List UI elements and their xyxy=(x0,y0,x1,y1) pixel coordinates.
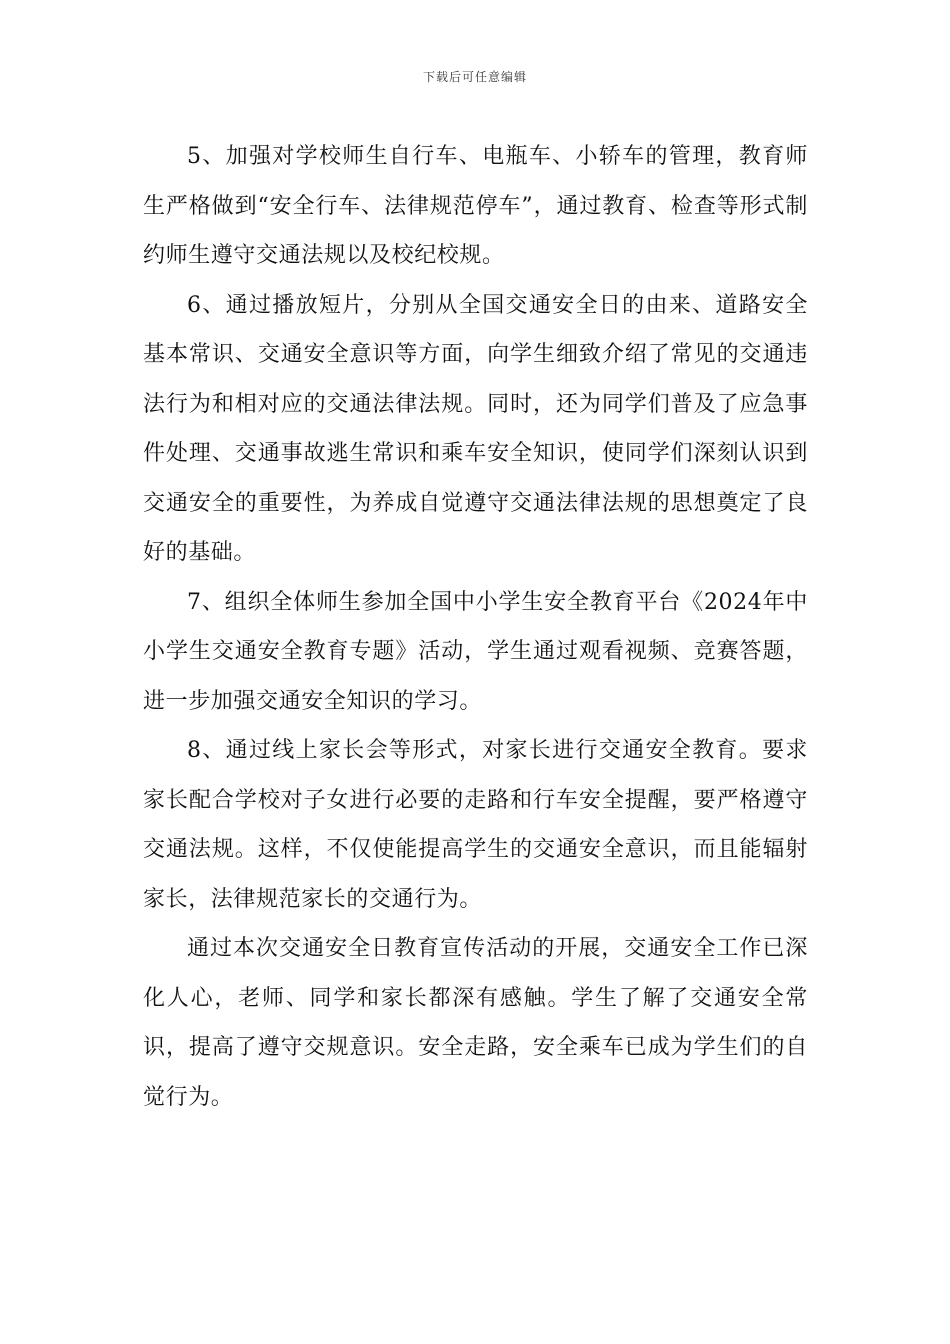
paragraph-item-7: 7、组织全体师生参加全国中小学生安全教育平台《2024年中小学生交通安全教育专题》活动，学生通过观看视频、竞赛答题，进一步加强交通安全知识的学习。 xyxy=(143,589,808,714)
paragraph-item-8: 8、通过线上家长会等形式，对家长进行交通安全教育。要求家长配合学校对子女进行必要的走路和行车安全提醒，要严格遵守交通法规。这样，不仅使能提高学生的交通安全意识，而且能辐射家长，法律规范家长的交通行为。 xyxy=(143,738,808,912)
paragraph-item-5: 5、加强对学校师生自行车、电瓶车、小轿车的管理，教育师生严格做到“安全行车、法律规范停车”，通过教育、检查等形式制约师生遵守交通法规以及校纪校规。 xyxy=(143,144,808,268)
paragraph-item-6: 6、通过播放短片，分别从全国交通安全日的由来、道路安全基本常识、交通安全意识等方面，向学生细致介绍了常见的交通违法行为和相对应的交通法律法规。同时，还为同学们普及了应急事件处理、交通事故逃生常识和乘车安全知识，使同学们深刻认识到交通安全的重要性，为养成自觉遵守交通法律法规的思想奠定了良好的基础。 xyxy=(143,292,808,565)
paragraph-summary: 通过本次交通安全日教育宣传活动的开展，交通安全工作已深化人心，老师、同学和家长都深有感触。学生了解了交通安全常识，提高了遵守交规意识。安全走路，安全乘车已成为学生们的自觉行为。 xyxy=(143,936,808,1110)
document-body xyxy=(143,132,808,1122)
page-header: 下载后可任意编辑 xyxy=(422,70,527,84)
